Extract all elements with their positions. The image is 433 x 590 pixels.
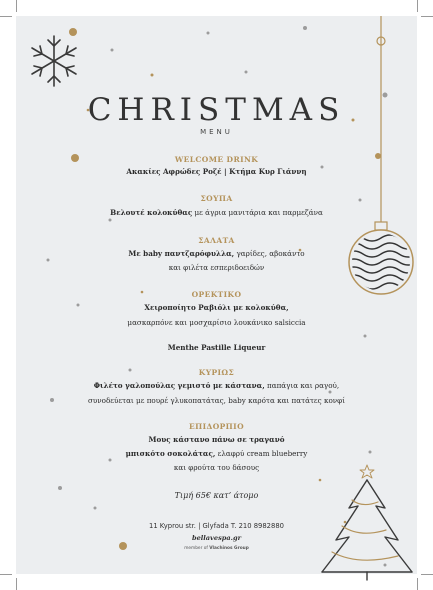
dessert-line-2 (16, 448, 417, 460)
menu-title: CHRISTMAS (87, 92, 346, 128)
starter-line-1: Χειροποίητο Ραβιόλι με κολοκύθα, (144, 303, 289, 312)
member-line (16, 546, 417, 551)
menu-subtitle: MENU (200, 128, 233, 136)
main-line-1 (16, 380, 417, 392)
salad-dish-desc: γαρίδες, αβοκάντο (234, 249, 305, 258)
section-heading-dessert: ΕΠΙΔΟΡΠΙΟ (188, 422, 245, 431)
main-dish-name: Φιλέτο γαλοπούλας γεμιστό με κάστανα, (93, 381, 265, 390)
salad-line-2: και φιλέτα εσπεριδοειδών (168, 263, 265, 272)
main-line-2: συνοδεύεται με πουρέ γλυκοπατάτας, baby καρότα και πατάτες κονφί (87, 396, 345, 405)
section-heading-main: ΚΥΡΙΩΣ (198, 368, 235, 377)
dessert-dish-name: μπισκότο σοκολάτας, (125, 449, 216, 458)
section-heading-salad: ΣΑΛΑΤΑ (198, 236, 235, 245)
soup-dish-name: Βελουτέ κολοκύθας (110, 208, 193, 217)
soup-line (16, 207, 417, 219)
main-dish-desc: παπάγια και ραγού, (264, 381, 340, 390)
member-group: Vlachinos Group (209, 546, 249, 551)
price-line: Τιμή 65€ κατ’ άτομο (174, 491, 259, 500)
salad-line-1 (16, 248, 417, 260)
address-line: 11 Kyprou str. | Glyfada T. 210 8982880 (149, 522, 284, 530)
welcome-drink-line: Ακακίες Αφρώδες Ροζέ | Κτήμα Κυρ Γιάννη (126, 167, 307, 176)
liqueur-line: Menthe Pastille Liqueur (167, 343, 266, 352)
section-heading-soup: ΣΟΥΠΑ (200, 194, 233, 203)
soup-dish-desc: με άγρια μανιτάρια και παρμεζάνα (192, 208, 323, 217)
starter-line-2: μασκαρπόνε και μοσχαρίσιο λουκάνικο salsiccia (127, 318, 306, 327)
section-heading-welcome: WELCOME DRINK (174, 155, 259, 164)
dessert-line-1: Μους κάστανο πάνω σε τραγανό (148, 435, 285, 444)
snowflake-icon (32, 36, 76, 86)
dessert-line-3: και φρούτα του δάσους (173, 463, 260, 472)
salad-dish-name: Με baby παντζαρόφυλλα, (128, 249, 235, 258)
section-heading-starter: ΟΡΕΚΤΙΚΟ (191, 290, 242, 299)
member-prefix: member of (184, 546, 210, 551)
dessert-dish-desc: ελαφρύ cream blueberry (215, 449, 308, 458)
website-link[interactable]: bellavespa.gr (191, 534, 242, 542)
